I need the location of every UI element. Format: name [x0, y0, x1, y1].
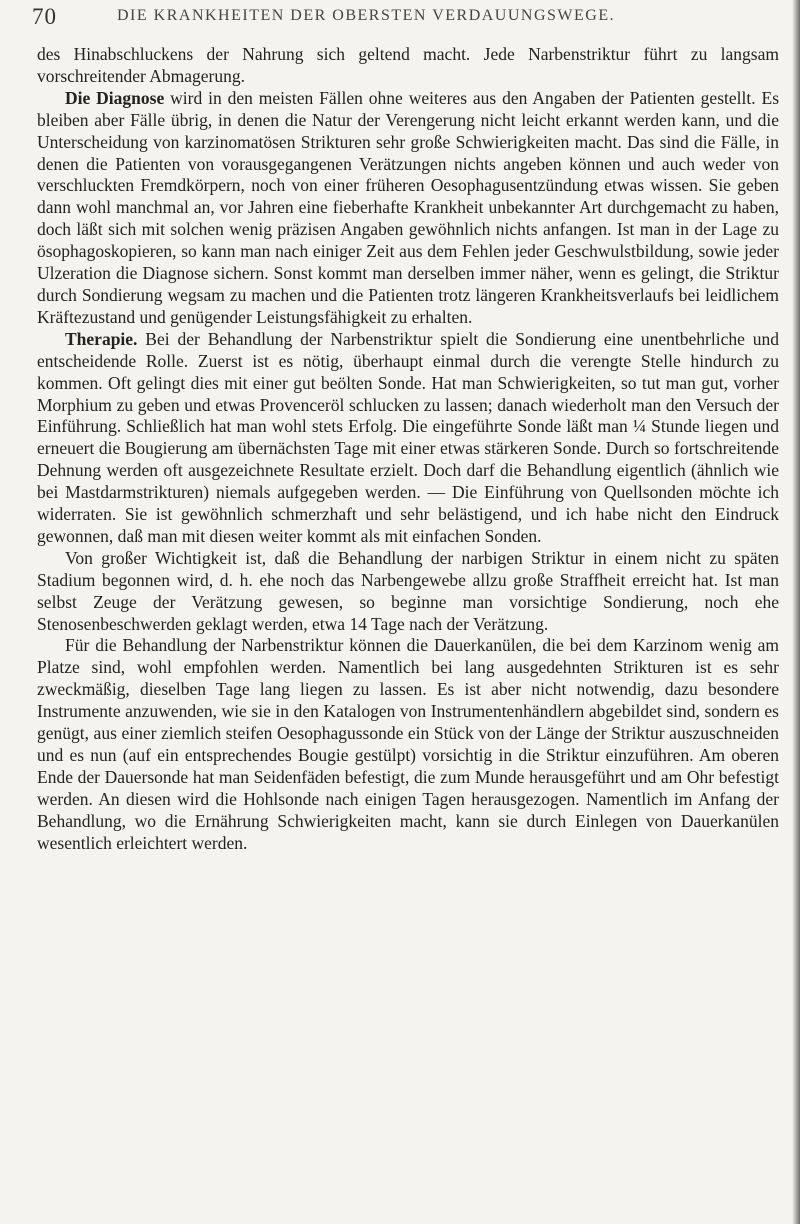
section-heading-diagnose: Die Diagnose: [65, 87, 165, 108]
page-edge-shadow: [792, 0, 800, 1224]
running-title: DIE KRANKHEITEN DER OBERSTEN VERDAUUNGSWEGE.: [117, 7, 616, 24]
paragraph-diagnose: [37, 88, 779, 329]
paragraph-text: Bei der Behandlung der Narbenstriktur spielt die Sondierung eine unentbehrliche und entscheidende Rolle. Zuerst ist es nötig, überhaupt einmal durch die verengte Stelle hindurch zu kommen. Oft gelingt dies mit einer gut beölten Sonde. Hat man Schwierigkeiten, so tut man gut, vorher Morphium zu geben und etwas Provenceröl schlucken zu lassen; danach wiederholt man den Versuch der Einführung. Schließlich hat man wohl stets Erfolg. Die eingeführte Sonde läßt man ¼ Stunde liegen und erneuert die Bougierung am übernächsten Tage mit einer etwas stärkeren Sonde. Durch so fortschreitende Dehnung werden oft ausgezeichnete Resultate erzielt. Doch darf die Behandlung eigentlich (ähnlich wie bei Mastdarmstrikturen) niemals aufgegeben werden. — Die Einführung von Quellsonden möchte ich widerraten. Sie ist gewöhnlich schmerzhaft und sehr belästigend, und ich habe nicht den Eindruck gewonnen, daß man mit diesen weiter kommt als mit einfachen Sonden.: [37, 328, 779, 546]
paragraph-text: Von großer Wichtigkeit ist, daß die Behandlung der narbigen Striktur in einem nicht zu späten Stadium begonnen wird, d. h. ehe noch das Narbengewebe allzu große Straffheit erreicht hat. Ist man selbst Zeuge der Verätzung gewesen, so beginne man vorsichtige Sondierung, noch ehe Stenosenbeschwerden geklagt werden, etwa 14 Tage nach der Verätzung.: [37, 547, 779, 634]
paragraph-text: wird in den meisten Fällen ohne weiteres aus den Angaben der Patienten gestellt. Es bleiben aber Fälle übrig, in denen die Natur der Verengerung nicht leicht erkannt werden kann, und die Unterscheidung von karzinomatösen Strikturen sehr große Schwierigkeiten macht. Das sind die Fälle, in denen die Patienten von vorausgegangenen Verätzungen nichts angeben können und auch weder von verschluckten Fremdkörpern, noch von einer früheren Oesophagusentzündung etwas wissen. Sie geben dann wohl manchmal an, vor Jahren eine fieberhafte Krankheit unbekannter Art durchgemacht zu haben, doch läßt sich mit solchen wenig präzisen Angaben gewöhnlich nichts anfangen. Ist man in der Lage zu ösophagoskopieren, so kann man nach einiger Zeit aus dem Fehlen jeder Geschwulstbildung, sowie jeder Ulzeration die Diagnose sichern. Sonst kommt man derselben immer näher, wenn es gelingt, die Striktur durch Sondierung wegsam zu machen und die Patienten trotz längeren Krankheitsverlaufs bei leidlichem Kräftezustand und genügender Leistungsfähigkeit zu erhalten.: [37, 87, 779, 327]
page-header: [32, 4, 760, 34]
paragraph: [37, 548, 779, 636]
paragraph-text: des Hinabschluckens der Nahrung sich geltend macht. Jede Narbenstriktur führt zu langsam vorschreitender Abmagerung.: [37, 44, 779, 86]
paragraph-therapie: [37, 329, 779, 548]
paragraph-text: Für die Behandlung der Narbenstriktur können die Dauerkanülen, die bei dem Karzinom wenig am Platze sind, wohl empfohlen werden. Namentlich bei lang ausgedehnten Strikturen ist es sehr zweckmäßig, dieselben Tage lang liegen zu lassen. Es ist aber nicht notwendig, dazu besondere Instrumente anzuwenden, wie sie in den Katalogen von Instrumentenhändlern abgebildet sind, sondern es genügt, aus einer ziemlich steifen Oesophagussonde ein Stück von der Länge der Striktur auszuschneiden und es nun (auf ein entsprechendes Bougie gestülpt) vorsichtig in die Striktur einzuführen. Am oberen Ende der Dauersonde hat man Seidenfäden befestigt, die zum Munde herausgeführt und am Ohr befestigt werden. An diesen wird die Hohlsonde nach einigen Tagen herausgezogen. Namentlich im Anfang der Behandlung, wo die Ernährung Schwierigkeiten macht, kann sie durch Einlegen von Dauerkanülen wesentlich erleichtert werden.: [37, 635, 779, 853]
section-heading-therapie: Therapie.: [65, 328, 138, 349]
paragraph-continuation: [37, 44, 779, 88]
body-text: [37, 44, 779, 855]
paragraph: [37, 635, 779, 854]
page-number: 70: [32, 4, 57, 29]
